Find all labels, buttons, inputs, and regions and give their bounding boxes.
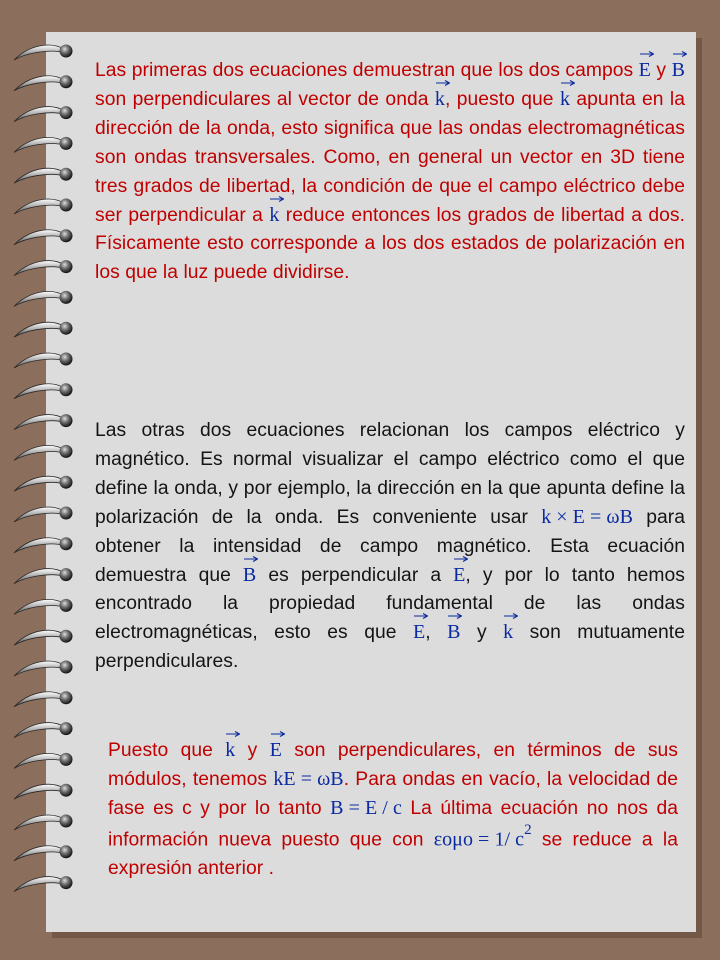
binding-coil [14,415,66,430]
binding-coil [14,291,66,306]
binding-coil [14,445,66,460]
binding-hole [60,260,73,273]
binding-hole [60,45,73,58]
binding-hole [60,753,73,766]
binding-hole [60,229,73,242]
vector-B-symbol: B [243,565,256,585]
p2-text-1: Las otras dos ecuaciones relacionan los campos eléctrico y magnético. Es normal visualizar el campo eléctrico como el que define la onda, y por ejemplo, la dirección en la que apunta define la polarización de la onda. Es conveniente usar [95,420,685,528]
field-ratio-equation: B = E / c [330,796,402,819]
binding-coil [14,846,66,861]
binding-coil [14,476,66,491]
binding-hole [60,691,73,704]
binding-coil [14,538,66,553]
cross-product-equation: k × E = ωB [541,505,633,528]
p1-text-3: son perpendiculares al vector de onda [95,88,435,110]
vector-k-symbol: k [560,89,570,109]
p2-text-4: , y por lo tanto hemos encontrado la propiedad fundamental de las ondas electromagnéticas, esto es que [95,564,685,644]
binding-hole [60,537,73,550]
binding-hole [60,815,73,828]
binding-hole [60,322,73,335]
binding-coil [14,877,66,892]
binding-coil [14,76,66,91]
p1-text-5: apunta en la dirección de la onda, esto significa que las ondas electromagnéticas son ondas transversales. Como, en general un vector en 3D tiene tres grados de libertad, la condición de que el campo eléctrico debe ser perpendicular a [95,88,686,226]
binding-hole [60,630,73,643]
speed-of-light-lhs: εoμo = 1/ c [433,828,525,851]
binding-coil [14,137,66,152]
binding-hole [60,414,73,427]
binding-hole [60,199,73,212]
vector-E-symbol: E [413,622,425,642]
p2-text-2: para obtener la intensidad de campo magnético. Esta ecuación demuestra que [95,506,686,586]
binding-coil [14,784,66,799]
binding-coil [14,630,66,645]
binding-coil [14,815,66,830]
binding-hole [60,722,73,735]
vector-E-symbol: E [453,565,465,585]
speed-of-light-exponent: 2 [524,821,532,838]
paragraph-1 [95,57,685,288]
binding-hole [60,599,73,612]
binding-hole [60,568,73,581]
binding-coil [14,322,66,337]
binding-hole [60,137,73,150]
speed-of-light-equation [433,821,532,851]
binding-coil [14,261,66,276]
binding-coil [14,723,66,738]
binding-coil [14,599,66,614]
binding-coil [14,353,66,368]
p3-text-2: y [235,740,270,761]
vector-k-symbol: k [269,205,279,225]
vector-E-symbol: E [270,740,282,760]
p1-text-4: , puesto que [444,88,560,110]
binding-coil [14,692,66,707]
vector-B-symbol: B [672,60,685,80]
p3-text-1: Puesto que [108,740,226,761]
binding-coil [14,661,66,676]
binding-coil [14,384,66,399]
p3-text-4: . Para ondas en vacío, la velocidad de fase es c y por lo tanto [108,768,678,819]
p1-text-1: Las primeras dos ecuaciones demuestran que los dos campos [95,60,639,81]
p3-text-5: La última ecuación no nos da información nueva puesto que con [108,797,678,851]
vector-k-symbol: k [503,622,513,642]
binding-coil [14,45,66,60]
binding-hole [60,476,73,489]
binding-coil [14,199,66,214]
binding-coil [14,230,66,245]
binding-coil [14,107,66,122]
p3-text-3: son perpendiculares, en términos de sus módulos, tenemos [108,740,678,790]
binding-coil [14,168,66,183]
binding-hole [60,168,73,181]
vector-E-symbol: E [639,60,651,80]
p2-text-7: son mutuamente perpendiculares. [95,622,685,673]
p2-text-6: y [460,622,504,644]
binding-hole [60,106,73,119]
vector-B-symbol: B [447,622,460,642]
binding-hole [60,661,73,674]
binding-hole [60,383,73,396]
binding-coil [14,753,66,768]
binding-hole [60,291,73,304]
binding-hole [60,784,73,797]
modulus-equation: kE = ωB [273,767,344,790]
binding-coil [14,507,66,522]
binding-hole [60,845,73,858]
spiral-binding [0,0,90,960]
paragraph-3 [108,737,678,884]
binding-hole [60,445,73,458]
p1-text-2: y [650,60,672,81]
binding-hole [60,507,73,520]
paragraph-2 [95,417,685,677]
p3-text-6: se reduce a la expresión anterior . [108,829,678,880]
p2-text-3: es perpendicular a [256,564,454,586]
vector-k-symbol: k [225,740,235,760]
binding-hole [60,75,73,88]
vector-k-symbol: k [435,89,445,109]
p1-text-6: reduce entonces los grados de libertad a dos. Físicamente esto corresponde a los dos estados de polarización en los que la luz puede dividirse. [95,204,685,284]
p2-text-5: , [425,622,448,644]
binding-hole [60,876,73,889]
binding-hole [60,353,73,366]
binding-coil [14,569,66,584]
